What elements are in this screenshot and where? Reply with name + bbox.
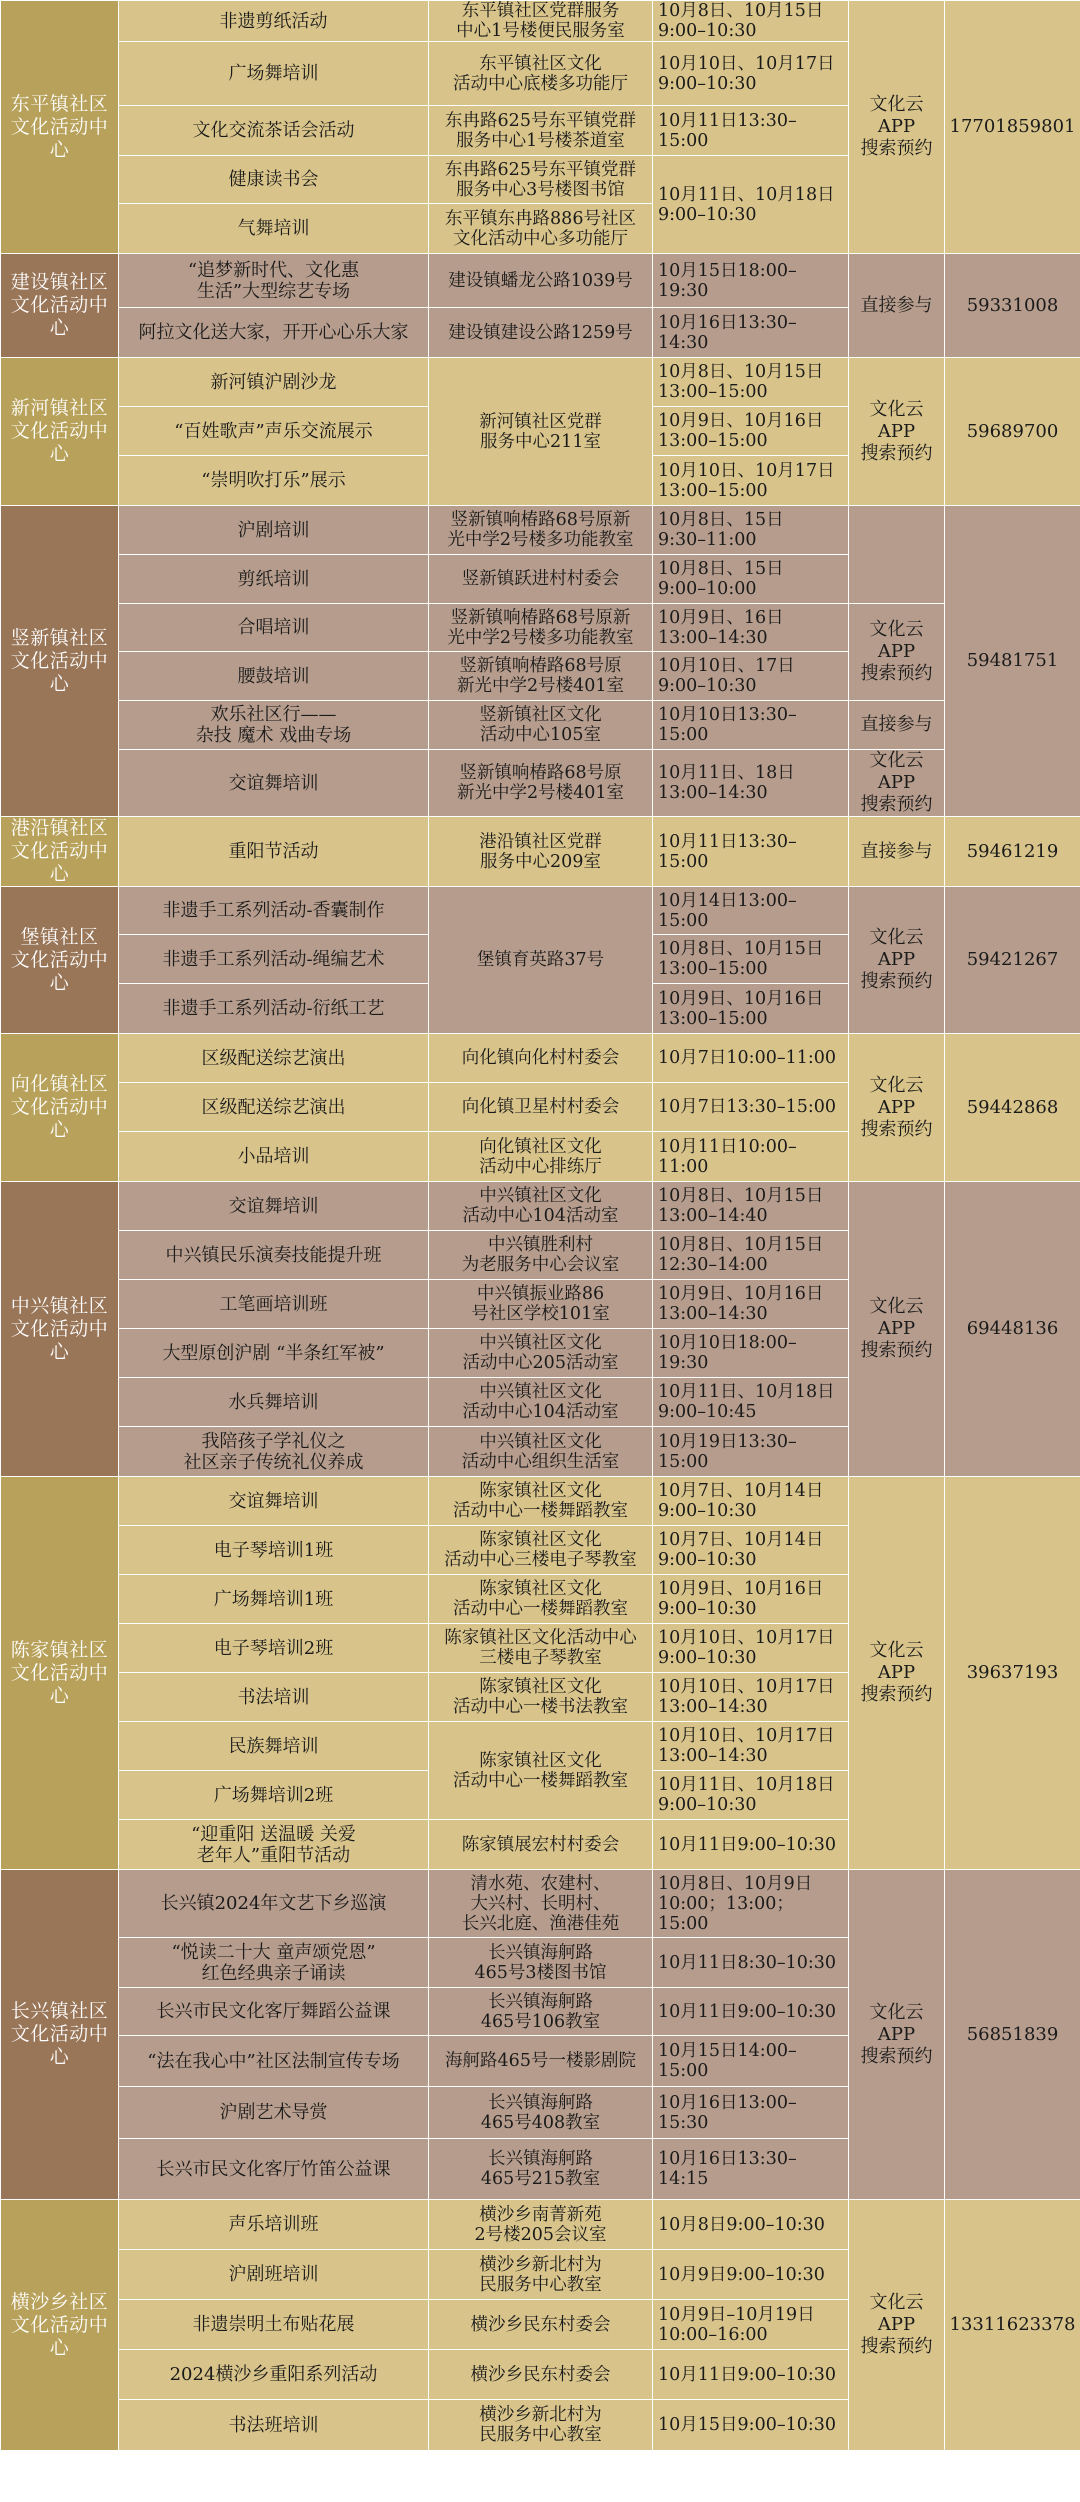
activity-name: 我陪孩子学礼仪之 社区亲子传统礼仪养成 [119, 1427, 429, 1477]
activity-location: 竖新镇跃进村村委会 [429, 555, 653, 604]
activity-name: 大型原创沪剧 “半条红军被” [119, 1329, 429, 1378]
activity-time: 10月16日13:00–15:30 [653, 2087, 849, 2139]
activity-time: 10月19日13:30–15:00 [653, 1427, 849, 1477]
activity-location: 横沙乡南菁新苑 2号楼205会议室 [429, 2200, 653, 2250]
activity-location: 堡镇育英路37号 [429, 887, 653, 1034]
activity-time: 10月10日13:30–15:00 [653, 701, 849, 750]
activity-name: 非遗手工系列活动-香囊制作 [119, 887, 429, 935]
contact-phone: 56851839 [945, 1870, 1080, 2200]
activity-location: 陈家镇社区文化 活动中心一楼舞蹈教室 [429, 1722, 653, 1820]
activity-name: 合唱培训 [119, 604, 429, 652]
activity-time: 10月15日18:00–19:30 [653, 254, 849, 308]
activity-location: 长兴镇海舸路 465号215教室 [429, 2139, 653, 2200]
activity-time: 10月11日9:00–10:30 [653, 1988, 849, 2036]
activity-time: 10月10日、17日 9:00–10:30 [653, 652, 849, 701]
contact-phone: 59481751 [945, 506, 1080, 817]
activity-name: 电子琴培训2班 [119, 1624, 429, 1673]
activity-name: 工笔画培训班 [119, 1280, 429, 1329]
activity-location: 横沙乡新北村为 民服务中心教室 [429, 2400, 653, 2451]
activity-name: 民族舞培训 [119, 1722, 429, 1771]
signup-method: 文化云APP 搜索预约 [849, 887, 945, 1034]
contact-phone: 59461219 [945, 817, 1080, 887]
activity-time: 10月11日9:00–10:30 [653, 1820, 849, 1870]
activity-name: 2024横沙乡重阳系列活动 [119, 2350, 429, 2400]
activity-time: 10月9日、10月16日 9:00–10:30 [653, 1575, 849, 1624]
activity-name: 广场舞培训 [119, 42, 429, 106]
activity-name: 区级配送综艺演出 [119, 1034, 429, 1083]
activity-location: 建设镇建设公路1259号 [429, 308, 653, 358]
contact-phone: 59421267 [945, 887, 1080, 1034]
activity-time: 10月8日、15日 9:30–11:00 [653, 506, 849, 555]
activity-name: 腰鼓培训 [119, 652, 429, 701]
activity-time: 10月8日、10月15日 13:00–15:00 [653, 358, 849, 407]
activity-name: 剪纸培训 [119, 555, 429, 604]
activity-location: 中兴镇社区文化 活动中心组织生活室 [429, 1427, 653, 1477]
activity-time: 10月7日10:00–11:00 [653, 1034, 849, 1083]
activity-name: 广场舞培训1班 [119, 1575, 429, 1624]
activity-location: 竖新镇响椿路68号原 新光中学2号楼401室 [429, 750, 653, 817]
activity-name: 书法班培训 [119, 2400, 429, 2451]
activity-time: 10月10日、10月17日 13:00–14:30 [653, 1673, 849, 1722]
activity-name: 气舞培训 [119, 204, 429, 254]
activity-location: 港沿镇社区党群 服务中心209室 [429, 817, 653, 887]
activity-time: 10月11日9:00–10:30 [653, 2350, 849, 2400]
signup-method: 直接参与 [849, 817, 945, 887]
center-name: 堡镇社区 文化活动中心 [1, 887, 119, 1034]
activity-time: 10月8日9:00–10:30 [653, 2200, 849, 2250]
activity-name: 文化交流茶话会活动 [119, 106, 429, 156]
activity-time: 10月9日9:00–10:30 [653, 2250, 849, 2300]
table-row [1, 1477, 1080, 1526]
activity-time: 10月11日、10月18日 9:00–10:30 [653, 1771, 849, 1820]
activity-time: 10月15日9:00–10:30 [653, 2400, 849, 2451]
activity-time: 10月8日、10月9日 10:00；13:00； 15:00 [653, 1870, 849, 1938]
activity-time: 10月9日、16日 13:00–14:30 [653, 604, 849, 652]
activity-name: 长兴市民文化客厅竹笛公益课 [119, 2139, 429, 2200]
activity-location: 陈家镇社区文化 活动中心一楼舞蹈教室 [429, 1477, 653, 1526]
activity-location: 清水苑、农建村、 大兴村、长明村、 长兴北庭、渔港佳苑 [429, 1870, 653, 1938]
center-name: 建设镇社区 文化活动中心 [1, 254, 119, 358]
activity-location: 横沙乡新北村为 民服务中心教室 [429, 2250, 653, 2300]
signup-method: 文化云APP 搜索预约 [849, 1870, 945, 2200]
activity-time: 10月9日、10月16日 13:00–15:00 [653, 407, 849, 456]
activity-location: 横沙乡民东村委会 [429, 2300, 653, 2350]
activity-name: 书法培训 [119, 1673, 429, 1722]
activity-name: 中兴镇民乐演奏技能提升班 [119, 1231, 429, 1280]
activity-time: 10月8日、10月15日 12:30–14:00 [653, 1231, 849, 1280]
activity-time: 10月11日、18日 13:00–14:30 [653, 750, 849, 817]
activity-name: 水兵舞培训 [119, 1378, 429, 1427]
activity-name: 长兴镇2024年文艺下乡巡演 [119, 1870, 429, 1938]
activity-location: 中兴镇社区文化 活动中心104活动室 [429, 1378, 653, 1427]
activity-time: 10月7日、10月14日 9:00–10:30 [653, 1526, 849, 1575]
activity-name: “百姓歌声”声乐交流展示 [119, 407, 429, 456]
center-name: 竖新镇社区 文化活动中心 [1, 506, 119, 817]
activity-time: 10月16日13:30–14:30 [653, 308, 849, 358]
center-name: 陈家镇社区 文化活动中心 [1, 1477, 119, 1870]
contact-phone: 17701859801 [945, 1, 1080, 254]
activity-location: 长兴镇海舸路 465号106教室 [429, 1988, 653, 2036]
activity-name: “法在我心中”社区法制宣传专场 [119, 2036, 429, 2087]
contact-phone: 59331008 [945, 254, 1080, 358]
activity-name: 广场舞培训2班 [119, 1771, 429, 1820]
table-row [1, 750, 1080, 817]
activity-location: 海舸路465号一楼影剧院 [429, 2036, 653, 2087]
activity-time: 10月8日、10月15日 9:00–10:30 [653, 1, 849, 42]
contact-phone: 39637193 [945, 1477, 1080, 1870]
table-row [1, 506, 1080, 555]
activity-time: 10月15日14:00–15:00 [653, 2036, 849, 2087]
activity-location: 东冉路625号东平镇党群 服务中心3号楼图书馆 [429, 156, 653, 204]
signup-method: 文化云APP 搜索预约 [849, 358, 945, 506]
activity-time: 10月9日–10月19日 10:00–16:00 [653, 2300, 849, 2350]
table-row [1, 2200, 1080, 2250]
table-row [1, 604, 1080, 652]
activity-location: 中兴镇社区文化 活动中心205活动室 [429, 1329, 653, 1378]
activity-name: “追梦新时代、文化惠 生活”大型综艺专场 [119, 254, 429, 308]
signup-method [849, 506, 945, 604]
activity-time: 10月11日13:30–15:00 [653, 817, 849, 887]
signup-method: 文化云APP 搜索预约 [849, 1, 945, 254]
table-row [1, 817, 1080, 887]
activity-location: 东平镇社区文化 活动中心底楼多功能厅 [429, 42, 653, 106]
activity-location: 向化镇向化村村委会 [429, 1034, 653, 1083]
contact-phone: 13311623378 [945, 2200, 1080, 2451]
activity-location: 东冉路625号东平镇党群 服务中心1号楼茶道室 [429, 106, 653, 156]
activity-location: 陈家镇社区文化活动中心 三楼电子琴教室 [429, 1624, 653, 1673]
activity-name: 区级配送综艺演出 [119, 1083, 429, 1132]
activity-time: 10月11日10:00–11:00 [653, 1132, 849, 1182]
activity-location: 竖新镇响椿路68号原新 光中学2号楼多功能教室 [429, 506, 653, 555]
activity-location: 向化镇社区文化 活动中心排练厅 [429, 1132, 653, 1182]
activity-name: 交谊舞培训 [119, 750, 429, 817]
center-name: 横沙乡社区 文化活动中心 [1, 2200, 119, 2451]
activity-name: 沪剧班培训 [119, 2250, 429, 2300]
signup-method: 文化云APP 搜索预约 [849, 750, 945, 817]
table-row [1, 1034, 1080, 1083]
table-row [1, 254, 1080, 308]
activity-location: 东平镇东冉路886号社区 文化活动中心多功能厅 [429, 204, 653, 254]
activity-name: 新河镇沪剧沙龙 [119, 358, 429, 407]
activity-time: 10月7日13:30–15:00 [653, 1083, 849, 1132]
contact-phone: 59442868 [945, 1034, 1080, 1182]
activity-name: 非遗手工系列活动-绳编艺术 [119, 935, 429, 984]
activity-location: 中兴镇胜利村 为老服务中心会议室 [429, 1231, 653, 1280]
signup-method: 直接参与 [849, 254, 945, 358]
activity-name: 电子琴培训1班 [119, 1526, 429, 1575]
activity-location: 陈家镇社区文化 活动中心一楼舞蹈教室 [429, 1575, 653, 1624]
activity-name: 沪剧艺术导赏 [119, 2087, 429, 2139]
activity-location: 新河镇社区党群 服务中心211室 [429, 358, 653, 506]
signup-method: 文化云APP 搜索预约 [849, 1182, 945, 1477]
activity-name: 重阳节活动 [119, 817, 429, 887]
activity-name: 非遗剪纸活动 [119, 1, 429, 42]
table-row [1, 887, 1080, 935]
activity-name: 非遗崇明土布贴花展 [119, 2300, 429, 2350]
contact-phone: 59689700 [945, 358, 1080, 506]
activity-name: 交谊舞培训 [119, 1477, 429, 1526]
activity-time: 10月16日13:30–14:15 [653, 2139, 849, 2200]
table-row [1, 1870, 1080, 1938]
signup-method: 文化云APP 搜索预约 [849, 1477, 945, 1870]
activity-time: 10月11日、10月18日 9:00–10:30 [653, 156, 849, 254]
table-row [1, 1182, 1080, 1231]
activity-location: 陈家镇社区文化 活动中心一楼书法教室 [429, 1673, 653, 1722]
activity-time: 10月14日13:00–15:00 [653, 887, 849, 935]
activity-time: 10月11日8:30–10:30 [653, 1938, 849, 1988]
activity-location: 陈家镇展宏村村委会 [429, 1820, 653, 1870]
activity-location: 建设镇蟠龙公路1039号 [429, 254, 653, 308]
activity-location: 竖新镇社区文化 活动中心105室 [429, 701, 653, 750]
activity-location: 横沙乡民东村委会 [429, 2350, 653, 2400]
signup-method: 文化云APP 搜索预约 [849, 604, 945, 701]
activity-location: 长兴镇海舸路 465号3楼图书馆 [429, 1938, 653, 1988]
activity-location: 陈家镇社区文化 活动中心三楼电子琴教室 [429, 1526, 653, 1575]
activity-name: 交谊舞培训 [119, 1182, 429, 1231]
activity-time: 10月10日、10月17日 13:00–14:30 [653, 1722, 849, 1771]
activity-time: 10月9日、10月16日 13:00–14:30 [653, 1280, 849, 1329]
table-row [1, 701, 1080, 750]
center-name: 向化镇社区 文化活动中心 [1, 1034, 119, 1182]
activity-time: 10月10日、10月17日 13:00–15:00 [653, 456, 849, 506]
center-name: 长兴镇社区 文化活动中心 [1, 1870, 119, 2200]
activity-location: 东平镇社区党群服务 中心1号楼便民服务室 [429, 1, 653, 42]
center-name: 港沿镇社区 文化活动中心 [1, 817, 119, 887]
activity-time: 10月8日、15日 9:00–10:00 [653, 555, 849, 604]
activity-name: “迎重阳 送温暖 关爱 老年人”重阳节活动 [119, 1820, 429, 1870]
activity-location: 中兴镇振业路86 号社区学校101室 [429, 1280, 653, 1329]
signup-method: 文化云APP 搜索预约 [849, 2200, 945, 2451]
activity-name: 声乐培训班 [119, 2200, 429, 2250]
activity-time: 10月10日、10月17日 9:00–10:30 [653, 1624, 849, 1673]
activity-location: 长兴镇海舸路 465号408教室 [429, 2087, 653, 2139]
center-name: 中兴镇社区 文化活动中心 [1, 1182, 119, 1477]
activity-name: 欢乐社区行—— 杂技 魔术 戏曲专场 [119, 701, 429, 750]
activity-name: 健康读书会 [119, 156, 429, 204]
activity-time: 10月7日、10月14日 9:00–10:30 [653, 1477, 849, 1526]
signup-method: 文化云APP 搜索预约 [849, 1034, 945, 1182]
activity-time: 10月8日、10月15日 13:00–14:40 [653, 1182, 849, 1231]
activity-time: 10月9日、10月16日 13:00–15:00 [653, 984, 849, 1034]
contact-phone: 69448136 [945, 1182, 1080, 1477]
activity-time: 10月10日18:00–19:30 [653, 1329, 849, 1378]
activity-time: 10月10日、10月17日 9:00–10:30 [653, 42, 849, 106]
activity-name: “悦读二十大 童声颂党恩” 红色经典亲子诵读 [119, 1938, 429, 1988]
activity-location: 竖新镇响椿路68号原 新光中学2号楼401室 [429, 652, 653, 701]
activity-name: “崇明吹打乐”展示 [119, 456, 429, 506]
signup-method: 直接参与 [849, 701, 945, 750]
activity-name: 非遗手工系列活动-衍纸工艺 [119, 984, 429, 1034]
activity-name: 长兴市民文化客厅舞蹈公益课 [119, 1988, 429, 2036]
activity-time: 10月8日、10月15日 13:00–15:00 [653, 935, 849, 984]
activity-time: 10月11日13:30–15:00 [653, 106, 849, 156]
center-name: 东平镇社区 文化活动中心 [1, 1, 119, 254]
activity-location: 竖新镇响椿路68号原新 光中学2号楼多功能教室 [429, 604, 653, 652]
table-row [1, 358, 1080, 407]
center-name: 新河镇社区 文化活动中心 [1, 358, 119, 506]
activity-name: 沪剧培训 [119, 506, 429, 555]
activity-location: 向化镇卫星村村委会 [429, 1083, 653, 1132]
activity-time: 10月11日、10月18日 9:00–10:45 [653, 1378, 849, 1427]
activity-location: 中兴镇社区文化 活动中心104活动室 [429, 1182, 653, 1231]
activity-name: 小品培训 [119, 1132, 429, 1182]
activity-name: 阿拉文化送大家，开开心心乐大家 [119, 308, 429, 358]
table-row [1, 1, 1080, 42]
